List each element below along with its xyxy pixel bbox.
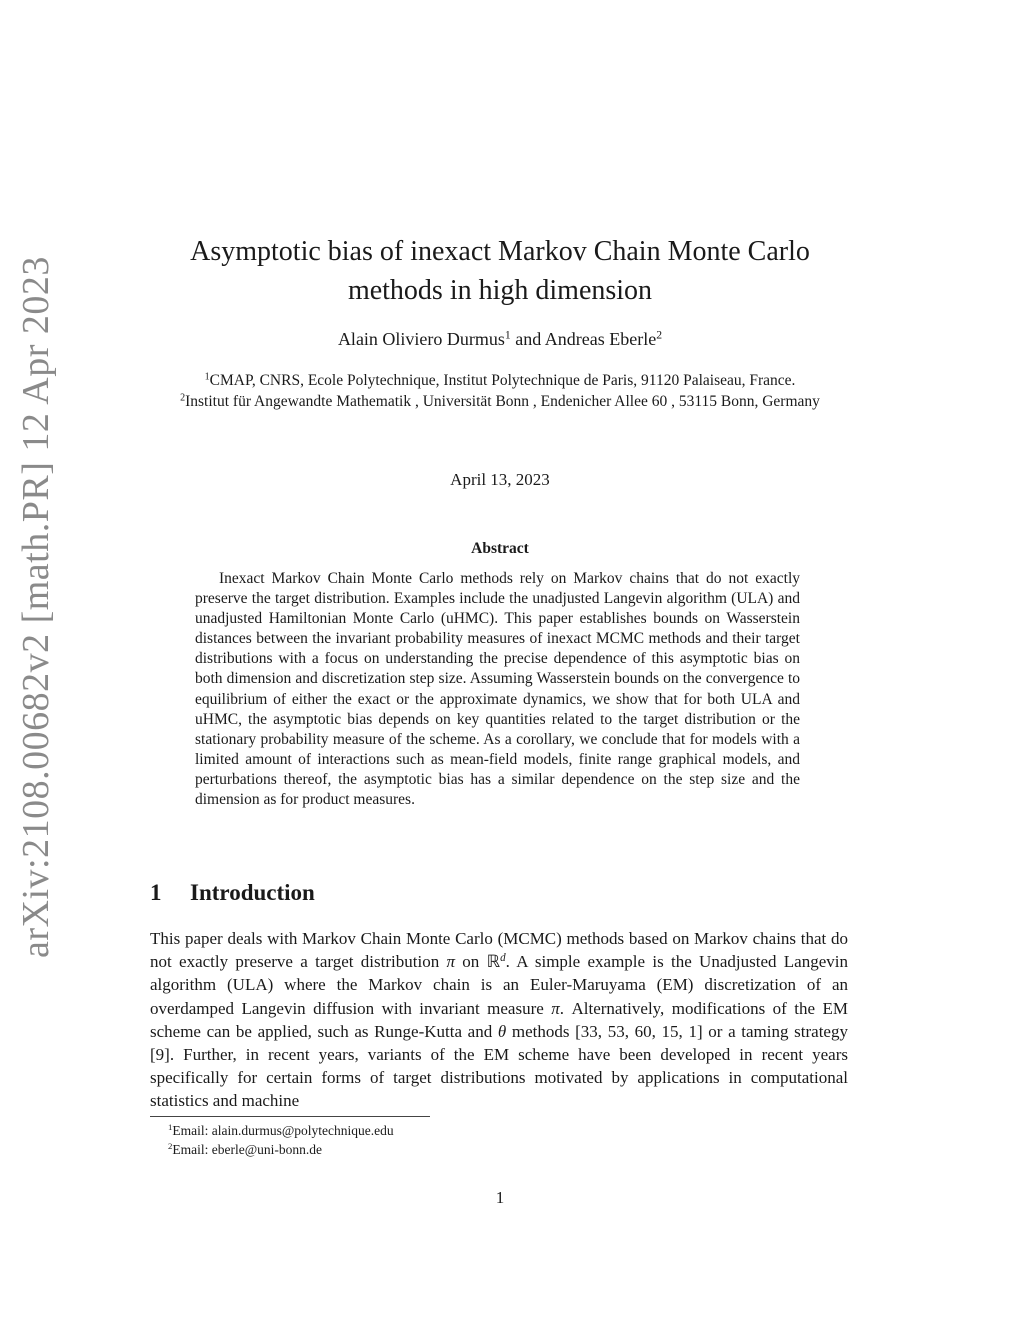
affiliation-2-text: Institut für Angewandte Mathematik , Universität Bonn , Endenicher Allee 60 , 53115 Bonn, Germany <box>185 393 820 410</box>
page-number: 1 <box>495 1188 505 1207</box>
title-line-2: methods in high dimension <box>347 275 653 306</box>
section-number: 1 <box>150 880 162 905</box>
footnote-rule <box>150 1116 430 1117</box>
footnotes <box>168 1121 394 1159</box>
intro-text-4: . Alternatively, modifications of the EM scheme can be applied, such as Runge-Kutta and <box>150 998 849 1041</box>
section-heading <box>150 880 315 906</box>
footnote-2-mark: 2 <box>168 1141 173 1152</box>
affiliation-1-mark: 1 <box>204 371 210 383</box>
intro-text-5: methods [33, 53, 60, 15, 1] or a taming strategy [9]. Further, in recent years, variants of the EM scheme have been developed in recent years specifically for certain forms of target distributions motivated by applications in computational statistics and machine <box>150 1021 848 1111</box>
author-2: Andreas Eberle <box>544 329 657 349</box>
author-list <box>150 329 850 350</box>
affiliation-2-mark: 2 <box>180 392 186 404</box>
footnote-1 <box>168 1121 394 1140</box>
affiliation-1 <box>140 370 860 391</box>
author-connector: and <box>510 329 545 349</box>
author-1-mark: 1 <box>504 328 511 342</box>
math-theta: θ <box>497 1021 507 1041</box>
section-title: Introduction <box>190 880 315 905</box>
footnote-2-text: Email: eberle@uni-bonn.de <box>172 1142 323 1157</box>
affiliation-2 <box>140 391 860 412</box>
footnote-1-text: Email: alain.durmus@polytechnique.edu <box>172 1123 394 1138</box>
math-real-space: ℝ <box>486 952 501 972</box>
abstract-text: Inexact Markov Chain Monte Carlo methods rely on Markov chains that do not exactly preserve the target distribution. Examples include the unadjusted Langevin algorithm (ULA) and unadjusted Hamiltonian Monte Carlo (uHMC). This paper establishes bounds on Wasserstein distances between the invariant probability measures of inexact MCMC methods and their target distributions with a focus on understanding the precise dependence of this asymptotic bias on both dimension and discretization step size. Assuming Wasserstein bounds on the convergence to equilibrium of either the exact or the approximate dynamics, we show that for both ULA and uHMC, the asymptotic bias depends on key quantities related to the target distribution or the stationary probability measure of the scheme. As a corollary, we conclude that for models with a limited amount of interactions such as mean-field models, finite range graphical models, and perturbations thereof, the asymptotic bias has a similar dependence on the step size and the dimension as for product measures. <box>195 570 800 809</box>
footnote-1-mark: 1 <box>168 1122 173 1133</box>
paper-date: April 13, 2023 <box>450 470 550 489</box>
title-line-1: Asymptotic bias of inexact Markov Chain Monte Carlo <box>190 236 810 267</box>
intro-text-3: . A simple example is the Unadjusted Langevin algorithm (ULA) where the Markov chain is an Euler-Maruyama (EM) discretization of an overdamped Langevin diffusion with invariant measure <box>150 952 848 1018</box>
intro-text-2: on <box>455 952 487 972</box>
abstract-heading: Abstract <box>471 540 529 557</box>
intro-text-1: This paper deals with Markov Chain Monte Carlo (MCMC) methods based on Markov chains that do not exactly preserve a target distribution <box>150 929 848 972</box>
author-2-mark: 2 <box>656 328 663 342</box>
math-pi: π <box>446 952 456 972</box>
affiliation-1-text: CMAP, CNRS, Ecole Polytechnique, Institut Polytechnique de Paris, 91120 Palaiseau, France. <box>209 372 796 389</box>
paper-title <box>150 232 850 310</box>
math-pi-2: π <box>551 998 560 1018</box>
arxiv-stamp <box>0 0 57 958</box>
math-dimension: d <box>500 952 506 965</box>
intro-paragraph <box>150 927 848 1113</box>
footnote-2 <box>168 1140 394 1159</box>
arxiv-id: arXiv:2108.00682v2 [math.PR] 12 Apr 2023 <box>15 256 57 958</box>
author-1: Alain Oliviero Durmus <box>337 329 505 349</box>
affiliations <box>140 370 860 412</box>
